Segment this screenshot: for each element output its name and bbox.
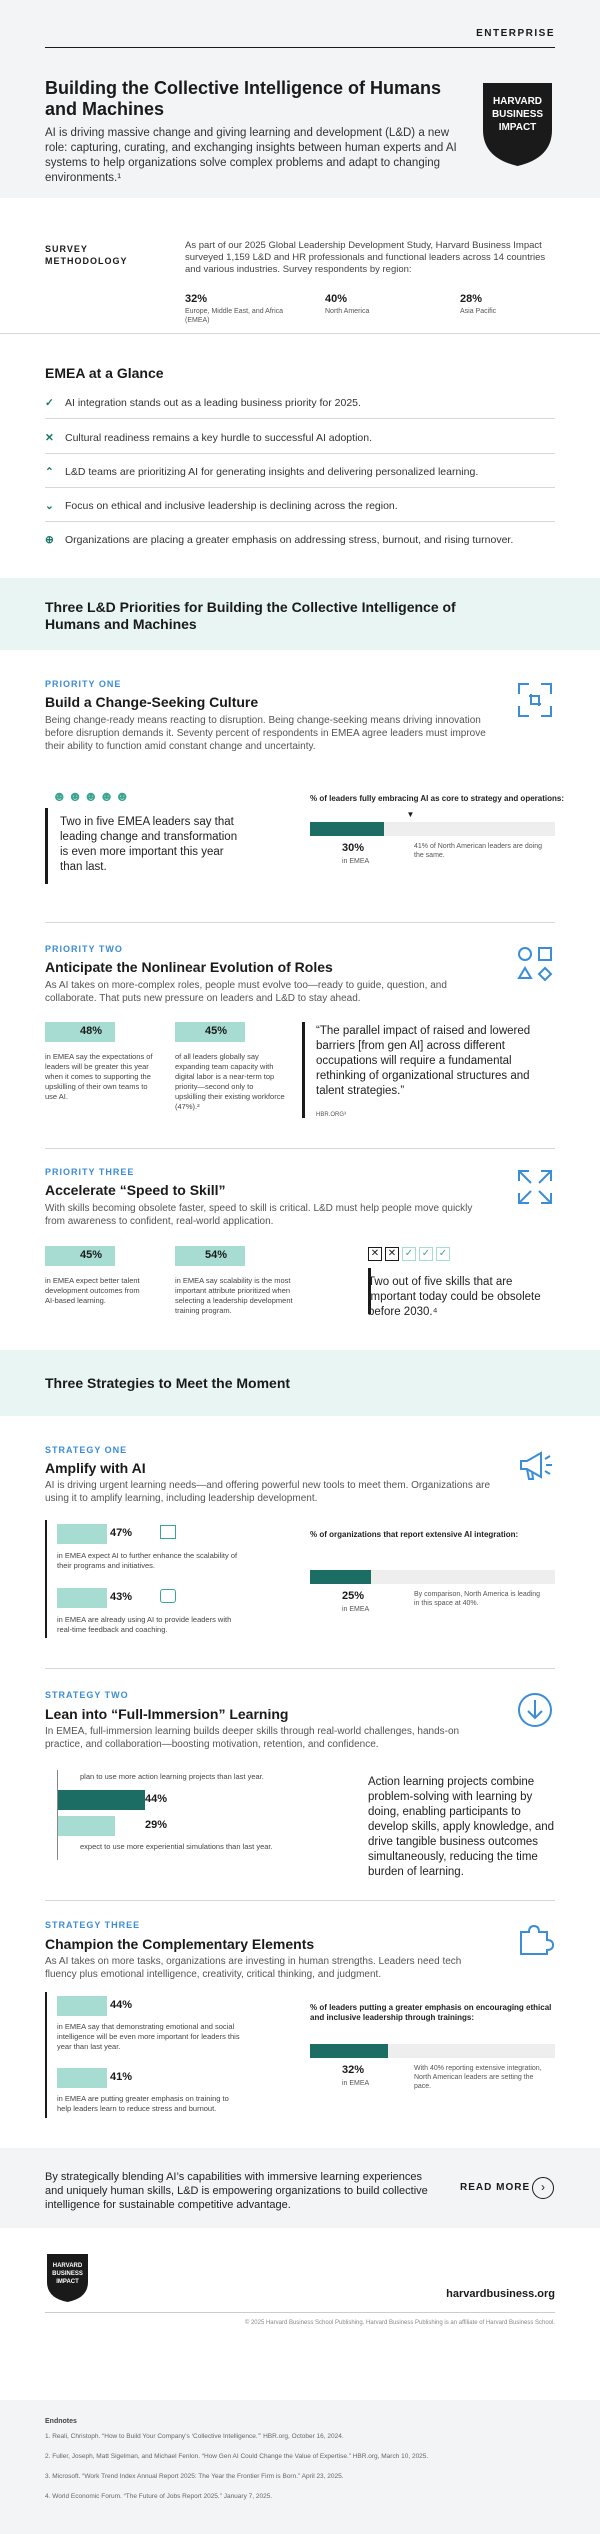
stat-note: in EMEA are already using AI to provide leaders with real-time feedback and coaching. [57,1615,232,1634]
endnotes-band [0,2400,600,2534]
arrows-icon [515,680,555,720]
stat-pill [57,1996,107,2016]
stat-value: 45% [80,1249,103,1261]
enterprise-tag: ENTERPRISE [476,28,555,39]
divider [45,1900,555,1901]
endnote: 3. Microsoft. “Work Trend Index Annual Report 2025: The Year the Frontier Firm is Born.” April 23, 2025. [45,2473,344,2480]
region-pct: 28% [460,293,483,305]
strategy-kicker: STRATEGY TWO [45,1690,129,1700]
stat-note: in EMEA expect AI to further enhance the scalability of their programs and initiatives. [57,1551,238,1570]
priority-quote: Two in five EMEA leaders say that leading change and transformation is even more important this year than last. [60,816,238,873]
chat-icon [160,1589,176,1603]
glance-item [45,500,555,512]
check-box-icon: ✓ [436,1247,450,1261]
priority-quote: “The parallel impact of raised and lowered barriers [from gen AI] across different occupations will require a fundamental rethinking of organizational structures and talent strategies.” [316,1025,531,1097]
bar-track [310,2044,555,2058]
x-icon: ✕ [45,432,54,444]
stat-compare: 41% of North American leaders are doing the same. [414,843,543,859]
stat-value: 41% [110,2071,133,2083]
quote-bar [45,1520,47,1638]
chart-icon [160,1525,176,1539]
chart-title: % of leaders fully embracing AI as core to strategy and operations: [310,794,564,803]
stat-value: 43% [110,1591,133,1603]
x-box-icon: ✕ [385,1247,399,1261]
region-label: North America [325,308,370,315]
stat-value: 25% [342,1590,365,1602]
stat-note: in EMEA say that demonstrating emotional and social intelligence will be even more important for leaders this year than last year. [57,2022,240,2051]
bar-fill [310,2044,388,2058]
stat-value: 54% [205,1249,228,1261]
stat-pill [57,2068,107,2088]
bar-fill [57,1816,115,1836]
priority-kicker: PRIORITY ONE [45,679,122,689]
strategy-quote: Action learning projects combine problem-solving with learning by doing, enabling participants to develop skills, apply knowledge, and drive tangible business outcomes simultaneously, reducing the time burden of learning. [368,1776,555,1878]
closing-text: By strategically blending AI’s capabilities with immersive learning experiences and uniquely human skills, L&D is empowering organizations to build collective intelligence for sustainable competitive advantage. [45,2171,428,2211]
hbr-logo [480,80,555,168]
chart-title: % of organizations that report extensive AI integration: [310,1530,519,1539]
priority-text: As AI takes on more-complex roles, people must evolve too—ready to guide, question, and collaborate. That puts new pressure on leaders and L&D to stay ahead. [45,980,447,1004]
expand-icon [515,1167,555,1207]
stat-pill [57,1588,107,1608]
strategy-text: As AI takes on more tasks, organizations are investing in human strengths. Leaders need tech fluency plus emotional intelligence, creativity, critical thinking, and judgment. [45,1956,462,1980]
stat-compare: With 40% reporting extensive integration, North American leaders are setting the pace. [414,2065,542,2090]
read-more-link[interactable]: READ MORE [460,2182,531,2193]
svg-text:HARVARD: HARVARD [52,2263,83,2269]
target-icon: ⊕ [45,534,54,546]
stat-note: in EMEA are putting greater emphasis on training to help leaders learn to reduce stress and burnout. [57,2094,229,2113]
glance-text: Cultural readiness remains a key hurdle to successful AI adoption. [65,432,372,444]
survey-label: SURVEY METHODOLOGY [45,244,128,266]
divider [45,922,555,923]
priority-text: With skills becoming obsolete faster, speed to skill is critical. L&D must help people move quickly from awareness to confident, real-world application. [45,1203,473,1227]
region-na [325,293,435,316]
glance-item [45,466,555,478]
stat-pill [57,1524,107,1544]
copyright: © 2025 Harvard Business School Publishing. Harvard Business Publishing is an affiliate of Harvard Business School. [244,2320,555,2326]
quote-bar [302,1022,305,1118]
stat-value: 45% [205,1025,228,1037]
header-rule [45,47,555,48]
bar-track [310,822,555,836]
divider [45,521,555,522]
divider [45,418,555,419]
strategies-band [0,1350,600,1416]
region-label: Asia Pacific [460,308,497,315]
hbr-logo [45,2252,90,2304]
stat-value: 30% [342,842,365,854]
glance-title: EMEA at a Glance [45,365,164,381]
priority-title: Build a Change-Seeking Culture [45,694,259,710]
priority-quote: Two out of five skills that are important today could be obsolete before 2030.⁴ [368,1276,541,1318]
stat-value: 32% [342,2064,365,2076]
divider [45,1148,555,1149]
puzzle-icon [515,1920,555,1960]
intro-text: AI is driving massive change and giving learning and development (L&D) a new role: capturing, curating, and exchanging insights between human experts and AI systems to help organizations solve complex problems and adapt to changing environments.¹ [45,127,457,184]
stat-compare: By comparison, North America is leading in this space at 40%. [414,1591,541,1607]
bar-fill [57,1790,145,1810]
strategy-title: Champion the Complementary Elements [45,1936,315,1952]
priority-text: Being change-ready means reacting to disruption. Being change-seeking means driving innovation before disruption demands it. Seventy percent of respondents in EMEA agree leaders must improve their ability to function amid constant change and uncertainty. [45,715,486,752]
x-box-icon: ✕ [368,1247,382,1261]
header [0,0,600,198]
svg-text:HARVARD: HARVARD [492,96,543,107]
strategies-title: Three Strategies to Meet the Moment [45,1375,291,1391]
divider [45,453,555,454]
priority-title: Accelerate “Speed to Skill” [45,1182,226,1198]
divider [45,1668,555,1669]
stat-caption: in EMEA [342,858,370,865]
region-pct: 32% [185,293,208,305]
endnote: 2. Fuller, Joseph, Matt Sigelman, and Michael Fenlon. “How Gen AI Could Change the Value of Expertise.” HBR.org, March 10, 2025. [45,2453,429,2460]
stat-note: in EMEA expect better talent development outcomes from AI-based learning. [45,1276,140,1305]
glance-text: Focus on ethical and inclusive leadership is declining across the region. [65,500,398,512]
check-box-icon: ✓ [419,1247,433,1261]
quote-bar [45,808,48,884]
divider [45,2312,555,2313]
endnote: 4. World Economic Forum. “The Future of Jobs Report 2025.” January 7, 2025. [45,2493,273,2500]
glance-item [45,534,555,546]
region-label: Europe, Middle East, and Africa (EMEA) [185,308,284,324]
priority-title: Anticipate the Nonlinear Evolution of Roles [45,959,333,975]
bar-fill [310,822,384,836]
glance-text: Organizations are placing a greater emphasis on addressing stress, burnout, and rising turnover. [65,534,514,546]
priorities-title: Three L&D Priorities for Building the Collective Intelligence of Humans and Machines [45,599,456,632]
priorities-band [0,578,600,650]
region-apac [460,293,570,316]
divider [0,333,600,334]
bar-fill [310,1570,371,1584]
strategy-text: AI is driving urgent learning needs—and offering powerful new tools to meet them. Organizations are using it to amplify learning, including leadership development. [45,1480,491,1504]
chart-title: % of leaders putting a greater emphasis on encouraging ethical and inclusive leadership through trainings: [310,2003,552,2022]
people-icons: ☻☻☻☻☻ [52,788,131,804]
svg-text:BUSINESS: BUSINESS [491,109,544,120]
glance-item [45,432,555,444]
footer [0,2228,600,2400]
check-box-icon: ✓ [402,1247,416,1261]
strategy-title: Amplify with AI [45,1460,146,1476]
region-emea [185,293,295,325]
stat-caption: in EMEA [342,2080,370,2087]
stat-value: 48% [80,1025,103,1037]
stat-value: 47% [110,1527,133,1539]
strategy-text: In EMEA, full-immersion learning builds deeper skills through real-world challenges, hands-on practice, and collaboration—boosting motivation, retention, and confidence. [45,1726,460,1750]
arrow-right-icon[interactable]: › [532,2177,554,2199]
axis-line [57,1770,58,1860]
strategy-title: Lean into “Full-Immersion” Learning [45,1706,289,1722]
bar-marker: ▼ [406,810,415,819]
svg-text:IMPACT: IMPACT [498,122,537,133]
glance-text: AI integration stands out as a leading business priority for 2025. [65,397,361,409]
endnotes-title: Endnotes [45,2418,77,2425]
bar-caption: plan to use more action learning projects than last year. [80,1772,264,1781]
download-circle-icon [515,1690,555,1730]
stat-value: 29% [145,1819,168,1831]
quote-bar [45,1992,47,2118]
shapes-icon [515,944,555,984]
strategy-kicker: STRATEGY ONE [45,1445,128,1455]
megaphone-icon [515,1445,555,1485]
svg-text:IMPACT: IMPACT [56,2279,79,2285]
endnote: 1. Reali, Christoph. “How to Build Your Company’s ‘Collective Intelligence.’” HBR.org, October 16, 2024. [45,2433,344,2440]
quote-source: HBR.ORG³ [316,1112,346,1118]
divider [45,487,555,488]
footer-url[interactable]: harvardbusiness.org [446,2288,555,2300]
stat-note: in EMEA say scalability is the most important attribute prioritized when selecting a leadership development training program. [175,1276,293,1315]
stat-value: 44% [145,1793,168,1805]
check-icon: ✓ [45,397,54,409]
page-title: Building the Collective Intelligence of Humans and Machines [45,78,442,119]
bar-track [310,1570,555,1584]
priority-kicker: PRIORITY TWO [45,944,123,954]
skill-boxes [368,1247,450,1261]
priority-kicker: PRIORITY THREE [45,1167,135,1177]
strategy-kicker: STRATEGY THREE [45,1920,141,1930]
stat-note: in EMEA say the expectations of leaders will be greater this year when it comes to supporting the upskilling of their own teams to use AI. [45,1052,153,1101]
stat-caption: in EMEA [342,1606,370,1613]
glance-text: L&D teams are prioritizing AI for generating insights and delivering personalized learning. [65,466,479,478]
svg-text:BUSINESS: BUSINESS [52,2271,83,2277]
survey-text: As part of our 2025 Global Leadership Development Study, Harvard Business Impact surveyed 1,159 L&D and HR professionals and functional leaders across 14 countries and various industries. Survey respondents by region: [185,240,546,275]
down-arrow-icon: ⌄ [45,500,54,512]
survey-methodology [0,218,600,333]
region-pct: 40% [325,293,348,305]
bar-caption: expect to use more experiential simulations than last year. [80,1842,273,1851]
glance-item [45,397,555,409]
stat-note: of all leaders globally say expanding team capacity with digital labor is a near-term top priority—second only to upskilling their existing workforce (47%).² [175,1052,285,1111]
up-arrow-icon: ⌃ [45,466,54,478]
stat-value: 44% [110,1999,133,2011]
closing-band [0,2148,600,2228]
